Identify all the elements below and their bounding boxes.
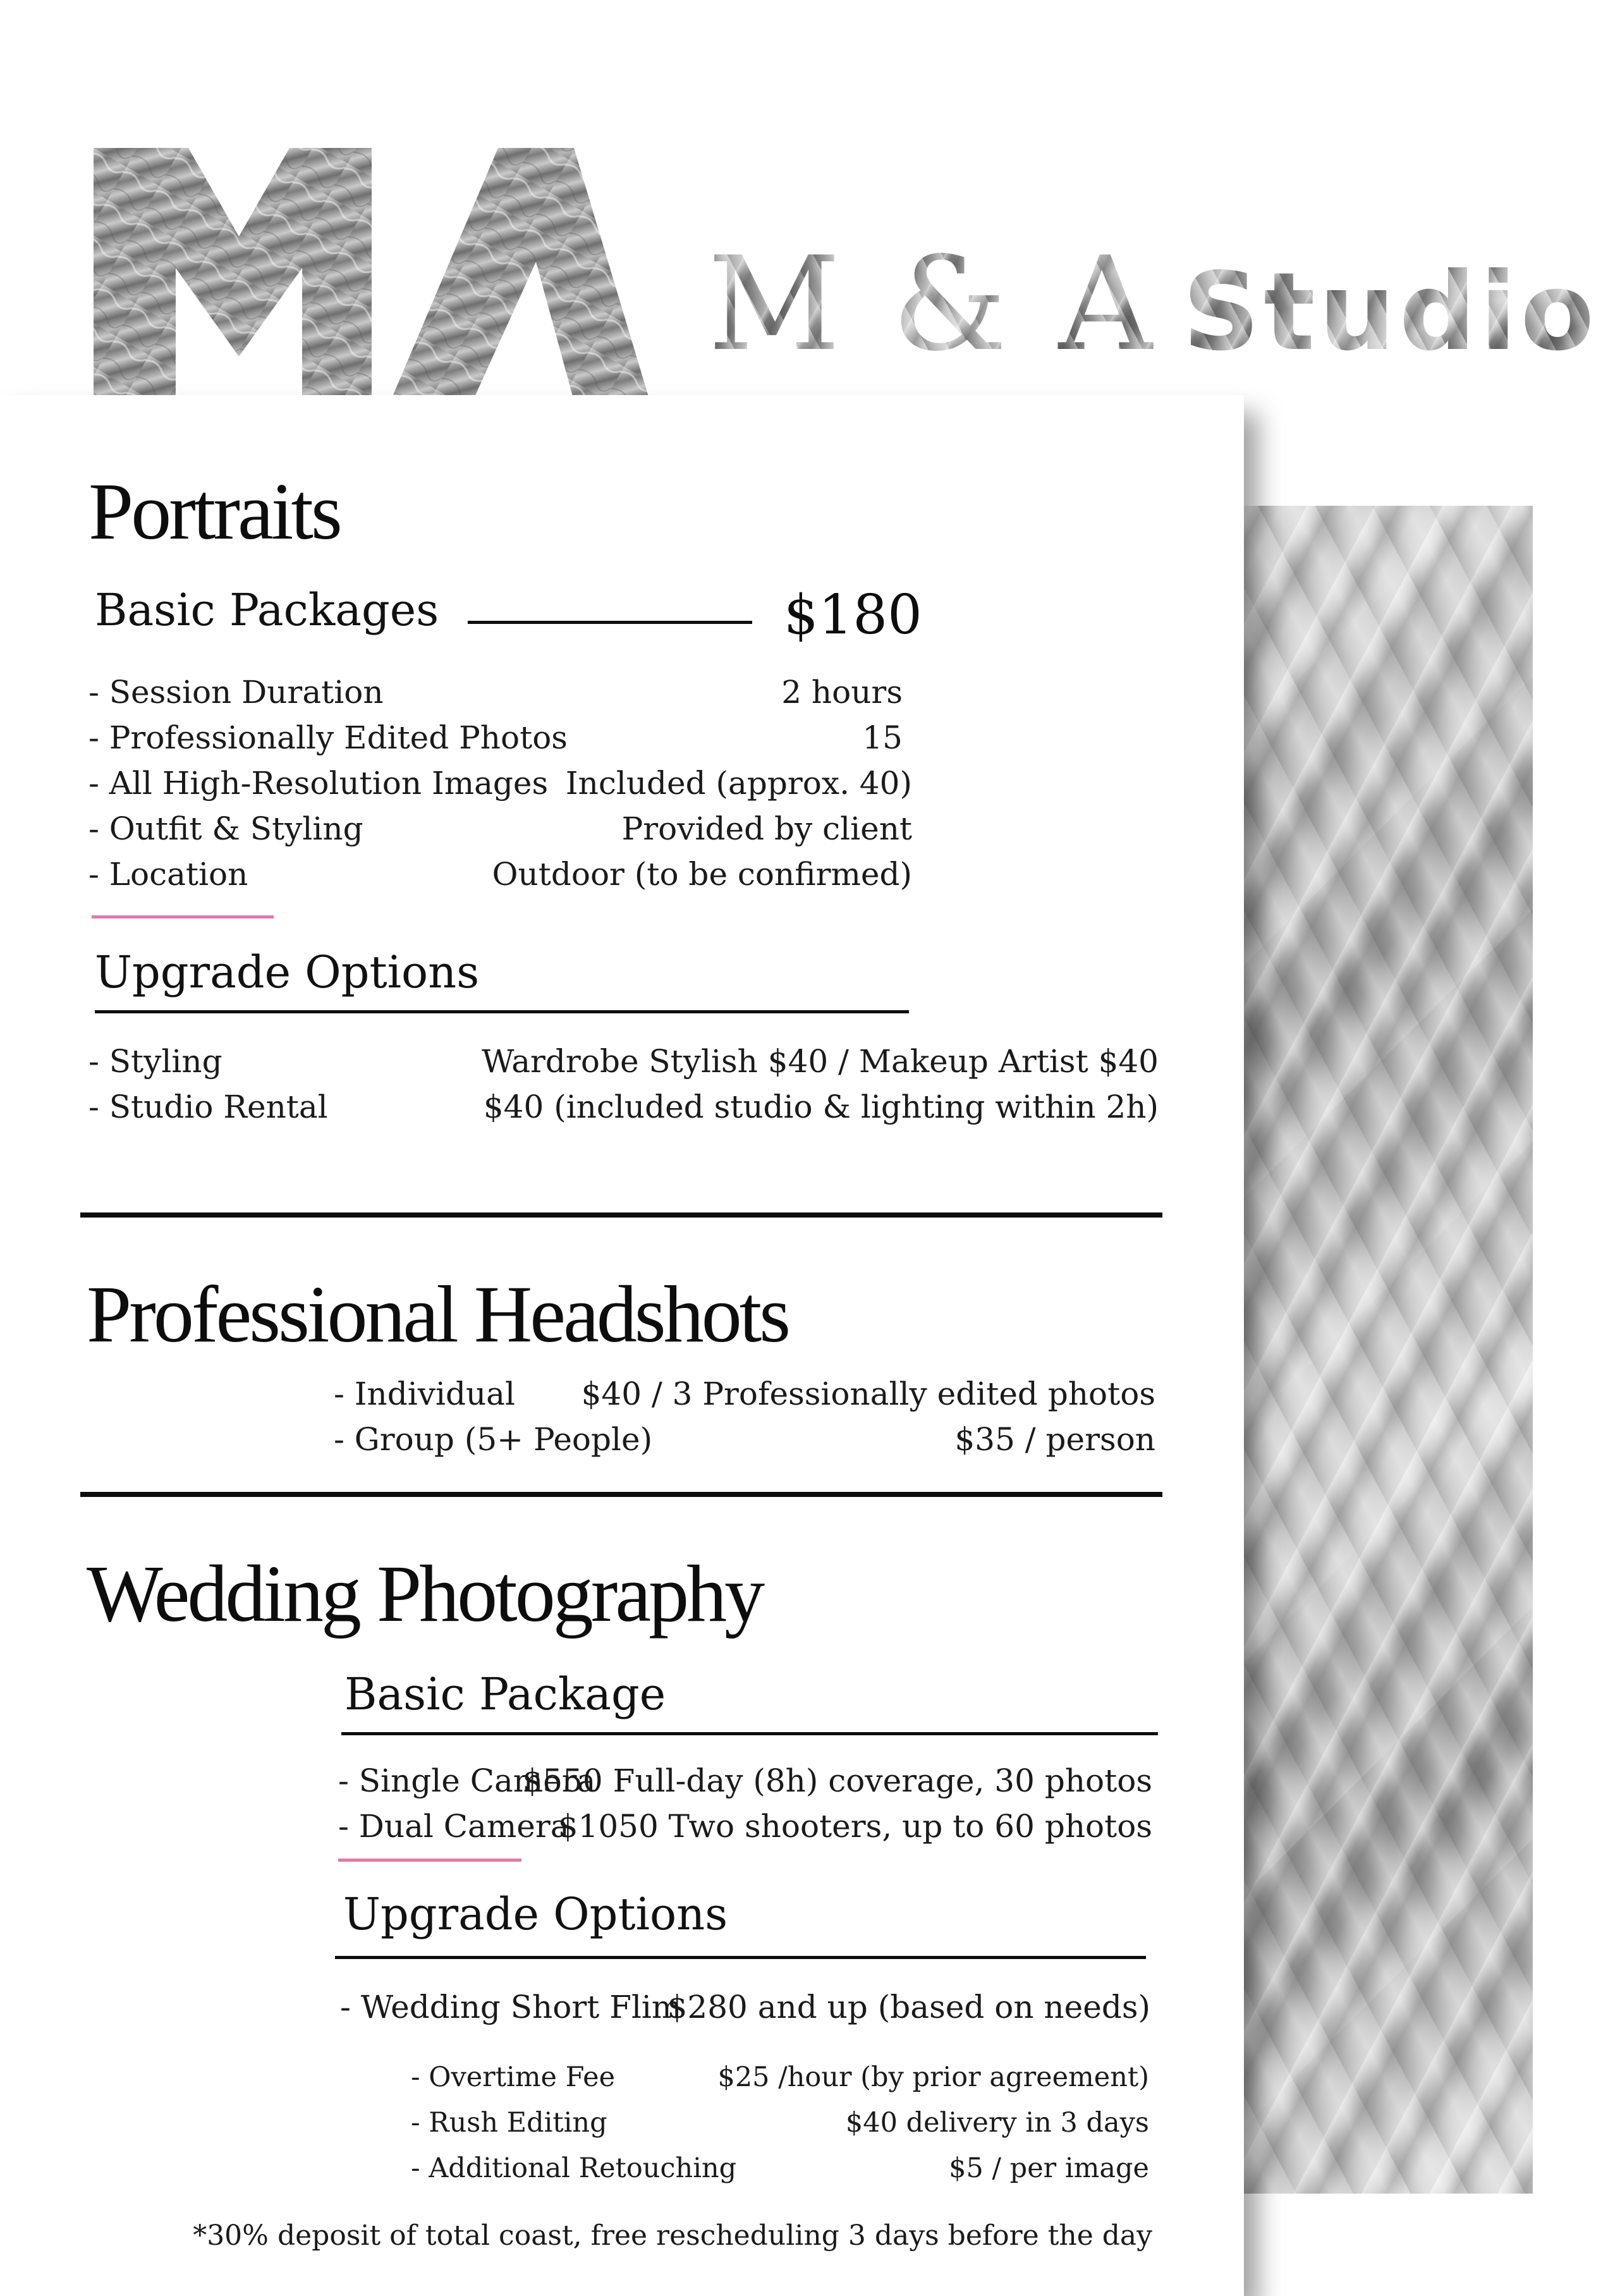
wedding-basic-label: Basic Package [344, 1668, 666, 1720]
wedding-upgrade-label: Upgrade Options [343, 1888, 728, 1940]
wedding-extra-value: $5 / per image [949, 2152, 1149, 2184]
portraits-upgrade-value: Wardrobe Stylish $40 / Makeup Artist $40 [482, 1043, 1159, 1080]
wedding-title: Wedding Photography [87, 1549, 763, 1639]
portraits-basic-rule [468, 621, 752, 624]
wedding-film-label: - Wedding Short Flim [340, 1989, 682, 2025]
headshots-row-value: $40 / 3 Professionally edited photos [581, 1376, 1155, 1412]
portraits-upgrade-label-item: - Studio Rental [88, 1089, 328, 1125]
wedding-extra-label: - Overtime Fee [411, 2061, 616, 2093]
wedding-accent-line [338, 1859, 521, 1862]
wedding-basic-row-label: - Single Camera [338, 1762, 596, 1799]
brand-logo-mark [94, 148, 650, 401]
portraits-detail-label: - Outfit & Styling [88, 810, 363, 847]
wedding-upgrade-rule [335, 1956, 1146, 1959]
wedding-film-value: $280 and up (based on needs) [667, 1989, 1150, 2025]
portraits-upgrade-label-item: - Styling [88, 1043, 222, 1080]
portraits-detail-label: - Session Duration [88, 674, 384, 711]
wedding-extra-value: $25 /hour (by prior agreement) [717, 2061, 1149, 2093]
portraits-upgrade-rule [95, 1010, 909, 1013]
portraits-detail-value: Included (approx. 40) [565, 765, 912, 802]
brand-name [708, 229, 1599, 380]
section-divider [80, 1212, 1162, 1218]
deposit-footnote: *30% deposit of total coast, free rescheduling 3 days before the day [193, 2220, 1152, 2252]
portraits-upgrade-label: Upgrade Options [95, 946, 480, 998]
wedding-extra-value: $40 delivery in 3 days [845, 2107, 1149, 2139]
portraits-detail-label: - All High-Resolution Images [88, 765, 549, 802]
headshots-row-value: $35 / person [954, 1421, 1155, 1458]
section-divider [80, 1492, 1162, 1497]
portraits-title: Portraits [88, 467, 340, 556]
portraits-detail-value: 2 hours [781, 674, 903, 711]
portraits-basic-price: $180 [784, 583, 922, 647]
portraits-accent-line [92, 915, 274, 919]
wedding-basic-row-label: - Dual Camera [338, 1808, 570, 1845]
portraits-detail-label: - Professionally Edited Photos [88, 719, 568, 756]
wedding-basic-row-value: $1050 Two shooters, up to 60 photos [557, 1808, 1152, 1845]
portraits-upgrade-value: $40 (included studio & lighting within 2h) [483, 1089, 1159, 1125]
portraits-detail-label: - Location [88, 856, 248, 893]
brand-name-main: M & A [708, 229, 1157, 380]
wedding-extra-label: - Additional Retouching [411, 2152, 737, 2184]
wedding-basic-row-value: $550 Full-day (8h) coverage, 30 photos [522, 1762, 1152, 1799]
price-list-card [0, 395, 1244, 2296]
portraits-basic-label: Basic Packages [95, 584, 439, 636]
wedding-extra-label: - Rush Editing [411, 2107, 607, 2139]
headshots-row-label: - Individual [334, 1376, 515, 1412]
brand-name-studio: Studio [1182, 250, 1599, 375]
headshots-row-label: - Group (5+ People) [334, 1421, 653, 1458]
headshots-title: Professional Headshots [87, 1269, 789, 1359]
portraits-detail-value: Outdoor (to be confirmed) [492, 856, 912, 893]
portraits-detail-value: 15 [862, 719, 903, 756]
marble-side-panel [1239, 506, 1533, 2194]
portraits-detail-value: Provided by client [621, 810, 912, 847]
wedding-basic-rule [341, 1732, 1158, 1735]
